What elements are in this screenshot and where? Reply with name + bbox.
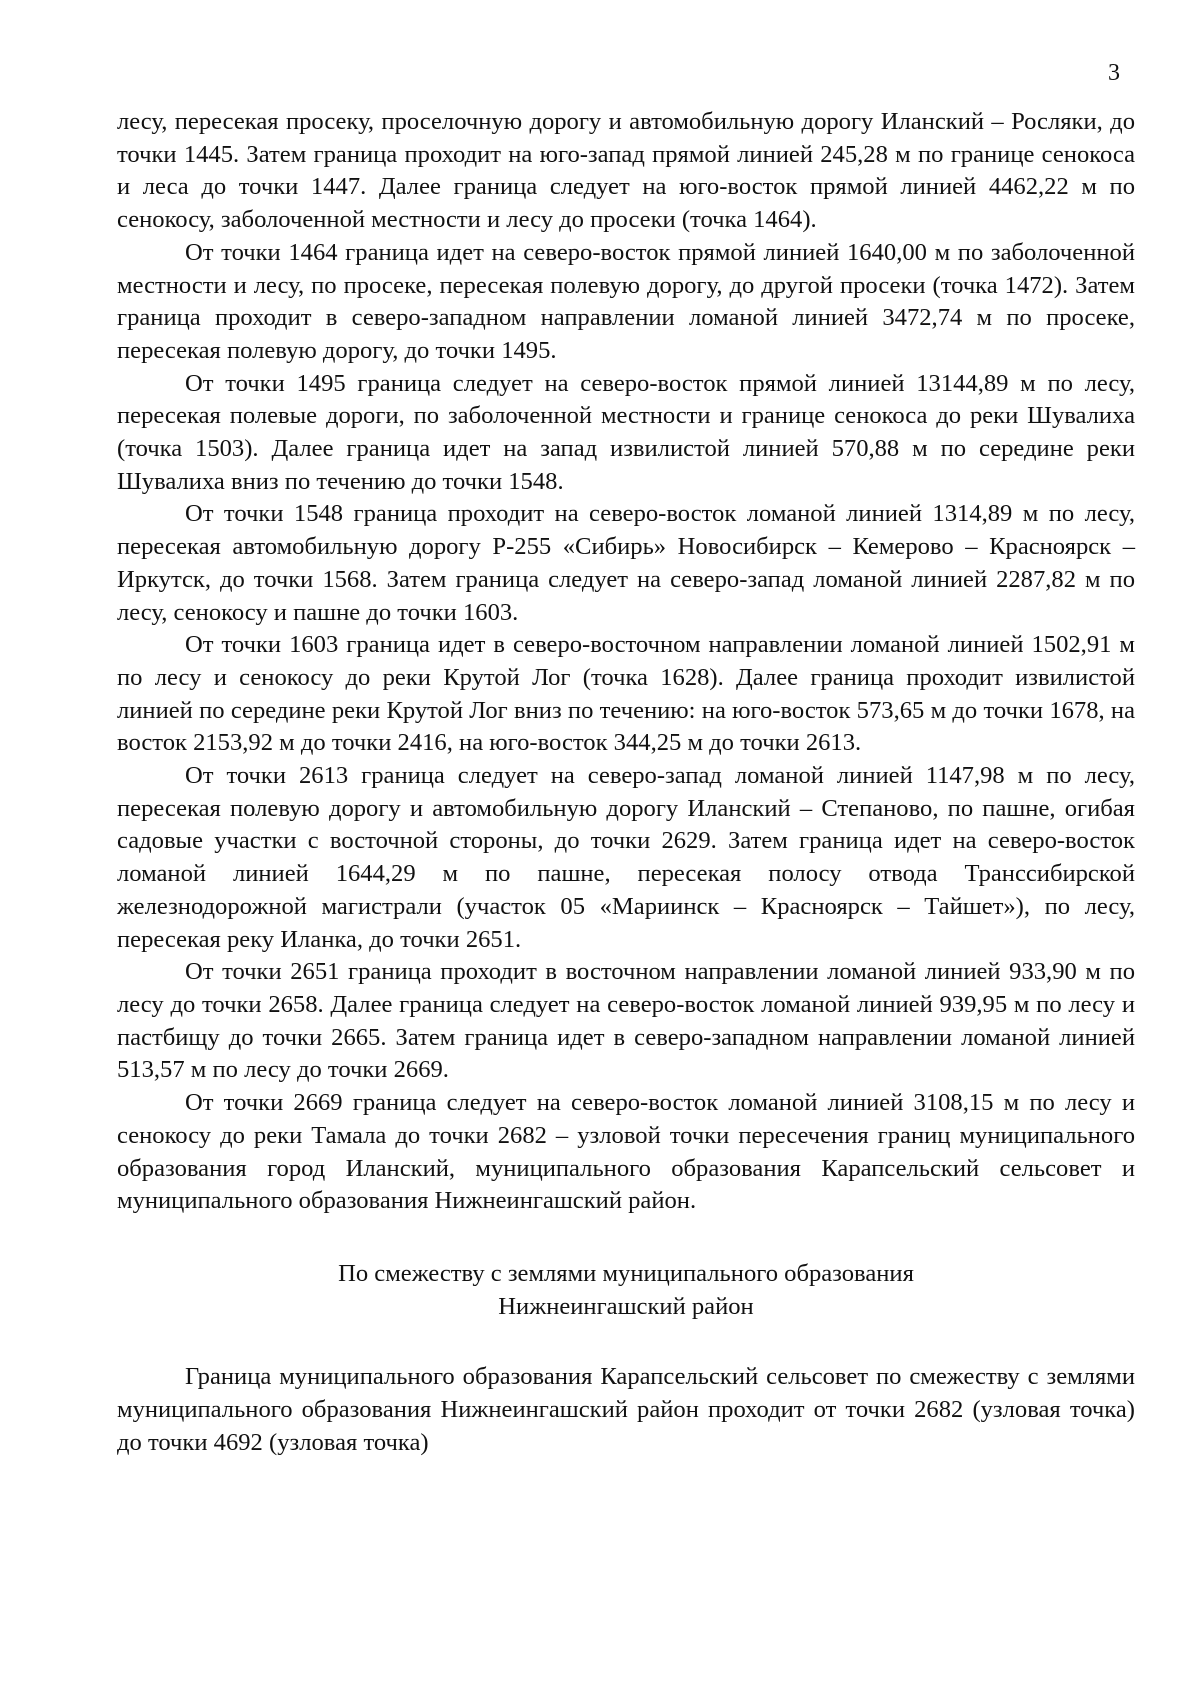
paragraph: От точки 2613 граница следует на северо-запад ломаной линией 1147,98 м по лесу, пересекая полевую дорогу и автомобильную дорогу Иланский – Степаново, по пашне, огибая садовые участки с восточной стороны, до точки 2629. Затем граница идет на северо-восток ломаной линией 1644,29 м по пашне, пересекая полосу отвода Транссибирской железнодорожной магистрали (участок 05 «Мариинск – Красноярск – Тайшет»), по лесу, пересекая реку Иланка, до точки 2651. — [117, 762, 1135, 953]
paragraph: От точки 2651 граница проходит в восточном направлении ломаной линией 933,90 м по лесу до точки 2658. Далее граница следует на северо-восток ломаной линией 939,95 м по лесу и пастбищу до точки 2665. Затем граница идет в северо-западном направлении ломаной линией 513,57 м по лесу до точки 2669. — [117, 958, 1135, 1084]
paragraph: лесу, пересекая просеку, проселочную дорогу и автомобильную дорогу Иланский – Росляки, до точки 1445. Затем граница проходит на юго-запад прямой линией 245,28 м по границе сенокоса и леса до точки 1447. Далее граница следует на юго-восток прямой линией 4462,22 м по сенокосу, заболоченной местности и лесу до просеки (точка 1464). — [117, 108, 1135, 234]
paragraph: От точки 1603 граница идет в северо-восточном направлении ломаной линией 1502,91 м по лесу и сенокосу до реки Крутой Лог (точка 1628). Далее граница проходит извилистой линией по середине реки Крутой Лог вниз по течению: на юго-восток 573,65 м до точки 1678, на восток 2153,92 м до точки 2416, на юго-восток 344,25 м до точки 2613. — [117, 631, 1135, 757]
paragraph: От точки 1495 граница следует на северо-восток прямой линией 13144,89 м по лесу, пересекая полевые дороги, по заболоченной местности и границе сенокоса до реки Шувалиха (точка 1503). Далее граница идет на запад извилистой линией 570,88 м по середине реки Шувалиха вниз по течению до точки 1548. — [117, 369, 1135, 495]
section-heading-line: Нижнеингашский район — [498, 1292, 754, 1320]
paragraph: От точки 1464 граница идет на северо-восток прямой линией 1640,00 м по заболоченной местности и лесу, по просеке, пересекая полевую дорогу, до другой просеки (точка 1472). Затем граница проходит в северо-западном направлении ломаной линией 3472,74 м по просеке, пересекая полевую дорогу, до точки 1495. — [117, 238, 1135, 364]
paragraph: Граница муниципального образования Карапсельский сельсовет по смежеству с землями муниципального образования Нижнеингашский район проходит от точки 2682 (узловая точка) до точки 4692 (узловая точка) — [117, 1363, 1135, 1456]
page-number: 3 — [1108, 60, 1120, 86]
paragraph: От точки 1548 граница проходит на северо-восток ломаной линией 1314,89 м по лесу, пересекая автомобильную дорогу Р-255 «Сибирь» Новосибирск – Кемерово – Красноярск – Иркутск, до точки 1568. Затем граница следует на северо-запад ломаной линией 2287,82 м по лесу, сенокосу и пашне до точки 1603. — [117, 500, 1135, 626]
document-body — [117, 106, 1135, 1459]
paragraph: От точки 2669 граница следует на северо-восток ломаной линией 3108,15 м по лесу и сенокосу до реки Тамала до точки 2682 – узловой точки пересечения границ муниципального образования город Иланский, муниципального образования Карапсельский сельсовет и муниципального образования Нижнеингашский район. — [117, 1089, 1135, 1215]
section-heading-line: По смежеству с землями муниципального образования — [338, 1259, 914, 1287]
section-heading — [117, 1258, 1135, 1323]
